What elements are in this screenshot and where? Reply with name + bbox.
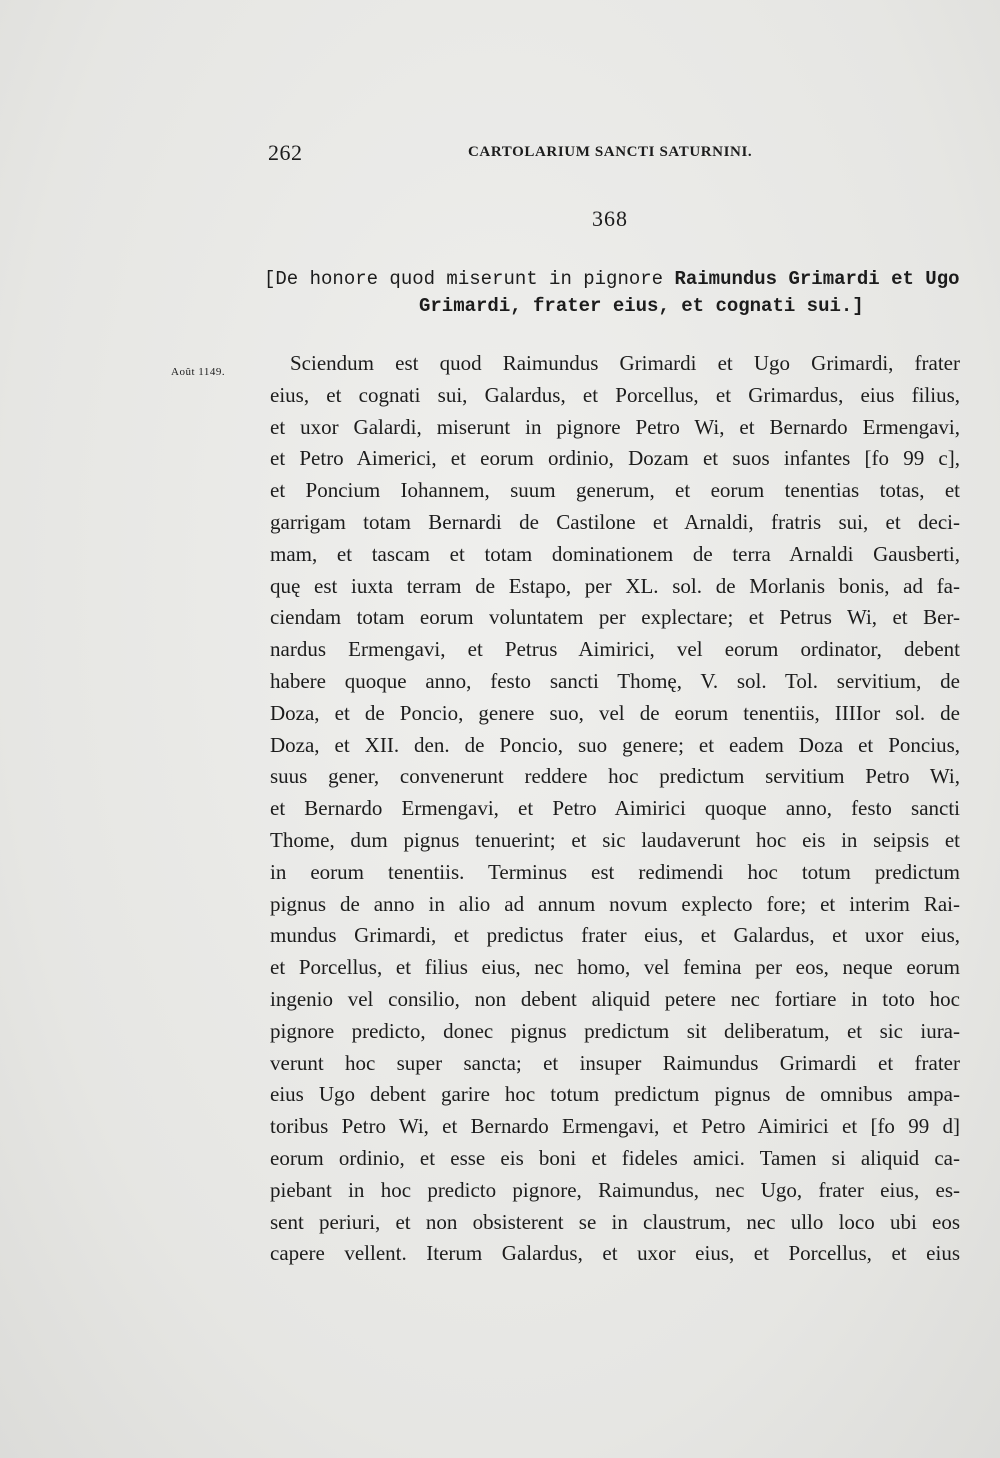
charter-body-line: et Poncium Iohannem, suum generum, et eorum tenentias totas, et (270, 478, 960, 503)
charter-body-line: quę est iuxta terram de Estapo, per XL. sol. de Morlanis bonis, ad fa- (270, 573, 960, 598)
charter-body-line: habere quoque anno, festo sancti Thomę, V. sol. Tol. servitium, de (270, 668, 960, 693)
charter-body-line: ingenio vel consilio, non debent aliquid petere nec fortiare in toto hoc (270, 986, 960, 1011)
charter-body-line: sent periuri, et non obsisterent se in claustrum, nec ullo loco ubi eos (270, 1209, 960, 1234)
charter-body-line: pignus de anno in alio ad annum novum explecto fore; et interim Rai- (270, 891, 960, 916)
charter-body-line: et uxor Galardi, miserunt in pignore Petro Wi, et Bernardo Ermengavi, (270, 414, 960, 439)
charter-body (270, 348, 960, 1270)
page-number: 262 (268, 140, 303, 165)
charter-title (264, 266, 964, 320)
charter-body-line: mundus Grimardi, et predictus frater eius, et Galardus, et uxor eius, (270, 923, 960, 948)
charter-number: 368 (592, 206, 628, 231)
charter-title-line1-bold: Raimundus Grimardi et Ugo (674, 268, 960, 290)
charter-body-line: eorum ordinio, et esse eis boni et fideles amici. Tamen si aliquid ca- (270, 1145, 960, 1170)
charter-title-line1-text: [De honore quod miserunt in pignore (264, 268, 675, 290)
charter-body-line: Thome, dum pignus tenuerint; et sic laudaverunt hoc eis in seipsis et (270, 827, 960, 852)
charter-body-line: in eorum tenentiis. Terminus est redimendi hoc totum predictum (270, 859, 960, 884)
charter-body-line: eius Ugo debent garire hoc totum predictum pignus de omnibus ampa- (270, 1082, 960, 1107)
charter-body-line: et Bernardo Ermengavi, et Petro Aimirici quoque anno, festo sancti (270, 796, 960, 821)
charter-body-line: et Petro Aimerici, et eorum ordinio, Dozam et suos infantes [fo 99 c], (270, 446, 960, 471)
charter-body-line: ciendam totam eorum voluntatem per explectare; et Petrus Wi, et Ber- (270, 605, 960, 630)
charter-body-line: Doza, et de Poncio, genere suo, vel de eorum tenentiis, IIIIor sol. de (270, 700, 960, 725)
charter-body-line: suus gener, convenerunt reddere hoc predictum servitium Petro Wi, (270, 764, 960, 789)
charter-body-line: toribus Petro Wi, et Bernardo Ermengavi, et Petro Aimirici et [fo 99 d] (270, 1114, 960, 1139)
charter-body-line: pignore predicto, donec pignus predictum sit deliberatum, et sic iura- (270, 1018, 960, 1043)
charter-body-line: Doza, et XII. den. de Poncio, suo genere; et eadem Doza et Poncius, (270, 732, 960, 757)
charter-body-line: et Porcellus, et filius eius, nec homo, vel femina per eos, neque eorum (270, 955, 960, 980)
charter-body-line: capere vellent. Iterum Galardus, et uxor eius, et Porcellus, et eius (270, 1241, 960, 1266)
page-header (268, 140, 958, 170)
charter-body-line: Sciendum est quod Raimundus Grimardi et Ugo Grimardi, frater (290, 351, 960, 375)
charter-body-line: mam, et tascam et totam dominationem de terra Arnaldi Gausberti, (270, 541, 960, 566)
charter-body-line: nardus Ermengavi, et Petrus Aimirici, vel eorum ordinator, debent (270, 637, 960, 662)
charter-body-line: verunt hoc super sancta; et insuper Raimundus Grimardi et frater (270, 1050, 960, 1075)
margin-date-note: Août 1149. (171, 366, 226, 378)
charter-body-line: eius, et cognati sui, Galardus, et Porcellus, et Grimardus, eius filius, (270, 382, 960, 407)
charter-body-line: garrigam totam Bernardi de Castilone et Arnaldi, fratris sui, et deci- (270, 509, 960, 534)
charter-body-line: piebant in hoc predicto pignore, Raimundus, nec Ugo, frater eius, es- (270, 1177, 960, 1202)
running-title: CARTOLARIUM SANCTI SATURNINI. (468, 144, 753, 160)
charter-title-line2: Grimardi, frater eius, et cognati sui.] (419, 295, 864, 317)
